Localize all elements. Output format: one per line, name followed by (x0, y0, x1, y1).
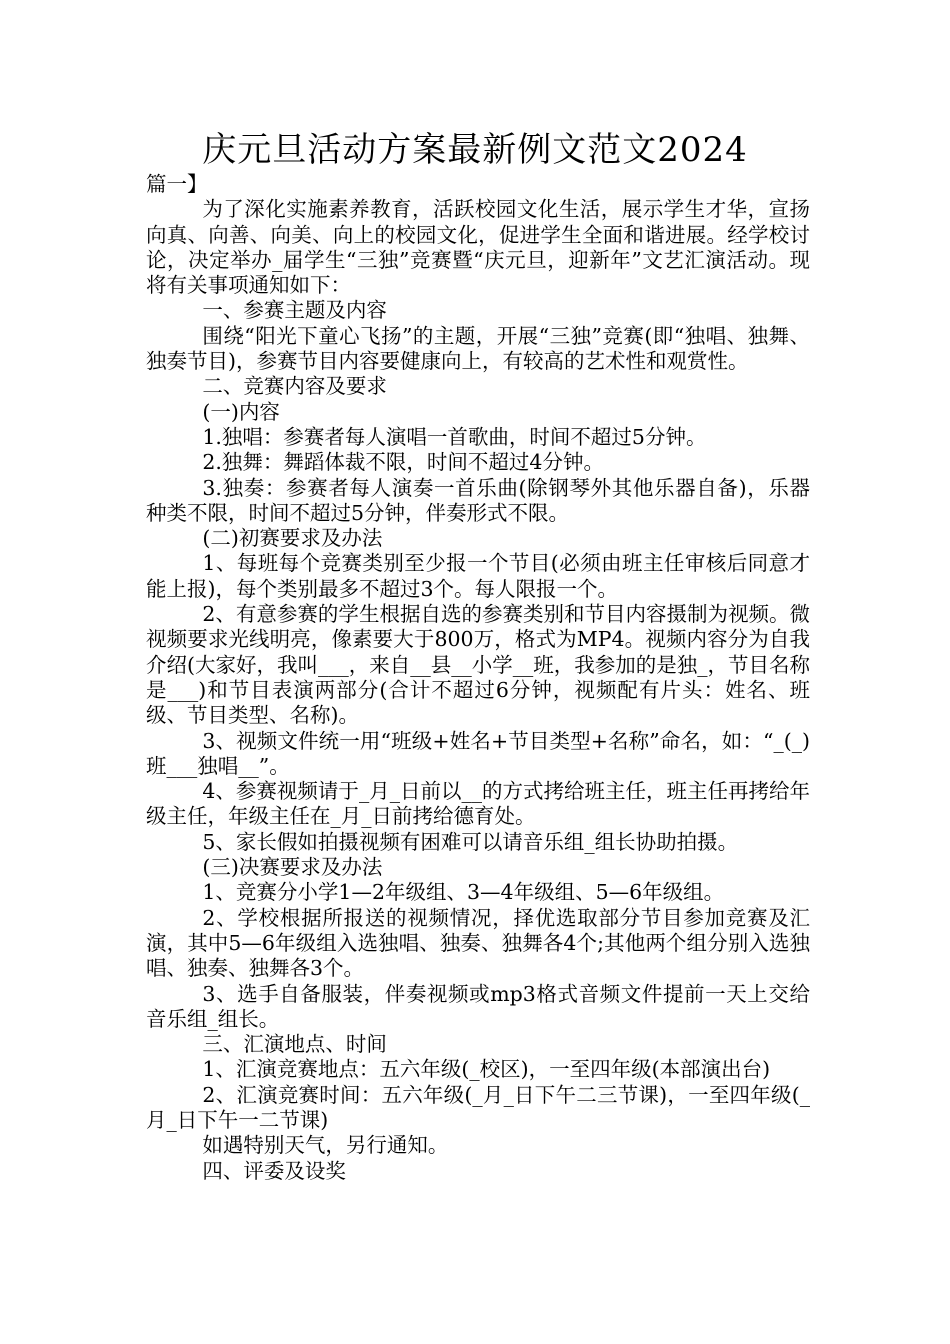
final-item-2: 2、学校根据所报送的视频情况，择优选取部分节目参加竞赛及汇演，其中5—6年级组入选独唱、独奏、独舞各4个;其他两个组分别入选独唱、独奏、独舞各3个。 (146, 905, 810, 981)
heading-venue-time: 三、汇演地点、时间 (202, 1032, 387, 1057)
document-title: 庆元旦活动方案最新例文范文2024 (202, 130, 748, 170)
heading-content-requirements: 二、竞赛内容及要求 (202, 374, 387, 399)
item-solo-singing: 1.独唱：参赛者每人演唱一首歌曲，时间不超过5分钟。 (202, 424, 707, 449)
preliminary-item-4: 4、参赛视频请于_月_日前以__的方式拷给班主任，班主任再拷给年级主任，年级主任在_月_日前拷给德育处。 (146, 779, 810, 829)
preliminary-item-2: 2、有意参赛的学生根据自选的参赛类别和节目内容摄制为视频。微视频要求光线明亮，像素要大于800万，格式为MP4。视频内容分为自我介绍(大家好，我叫___，来自__县__小学__班，我参加的是独_，节目名称是___)和节目表演两部分(合计不超过6分钟，视频配有片头：姓名、班级、节目类型、名称)。 (146, 602, 810, 728)
section-label: 篇一】 (146, 172, 208, 196)
item-solo-instrument: 3.独奏：参赛者每人演奏一首乐曲(除钢琴外其他乐器自备)，乐器种类不限，时间不超过5分钟，伴奏形式不限。 (146, 475, 810, 525)
preliminary-item-5: 5、家长假如拍摄视频有困难可以请音乐组_组长协助拍摄。 (202, 829, 739, 854)
final-item-1: 1、竞赛分小学1—2年级组、3—4年级组、5—6年级组。 (202, 880, 725, 905)
preliminary-item-3: 3、视频文件统一用“班级+姓名+节目类型+名称”命名，如：“_(_)班___独唱__”。 (146, 728, 810, 778)
venue-item-1: 1、汇演竞赛地点：五六年级(_校区)，一至四年级(本部演出台) (202, 1057, 771, 1082)
weather-note: 如遇特别天气，另行通知。 (202, 1133, 449, 1158)
item-solo-dance: 2.独舞：舞蹈体裁不限，时间不超过4分钟。 (202, 450, 604, 475)
subheading-preliminary: (二)初赛要求及办法 (202, 526, 383, 551)
heading-theme: 一、参赛主题及内容 (202, 298, 387, 323)
final-item-3: 3、选手自备服装，伴奏视频或mp3格式音频文件提前一天上交给音乐组_组长。 (146, 981, 810, 1031)
venue-item-2: 2、汇演竞赛时间：五六年级(_月_日下午二三节课)，一至四年级(_月_日下午一二节课) (146, 1082, 810, 1132)
subheading-final: (三)决赛要求及办法 (202, 855, 383, 880)
intro-paragraph: 为了深化实施素养教育，活跃校园文化生活，展示学生才华，宣扬向真、向善、向美、向上的校园文化，促进学生全面和谐进展。经学校讨论，决定举办_届学生“三独”竞赛暨“庆元旦，迎新年”文艺汇演活动。现将有关事项通知如下： (146, 197, 810, 298)
document-body (146, 172, 810, 1184)
subheading-content: (一)内容 (202, 399, 280, 424)
heading-judges-awards: 四、评委及设奖 (202, 1158, 346, 1183)
preliminary-item-1: 1、每班每个竞赛类别至少报一个节目(必须由班主任审核后同意才能上报)，每个类别最多不超过3个。每人限报一个。 (146, 551, 810, 601)
theme-paragraph: 围绕“阳光下童心飞扬”的主题，开展“三独”竞赛(即“独唱、独舞、独奏节目)，参赛节目内容要健康向上，有较高的艺术性和观赏性。 (146, 323, 810, 374)
